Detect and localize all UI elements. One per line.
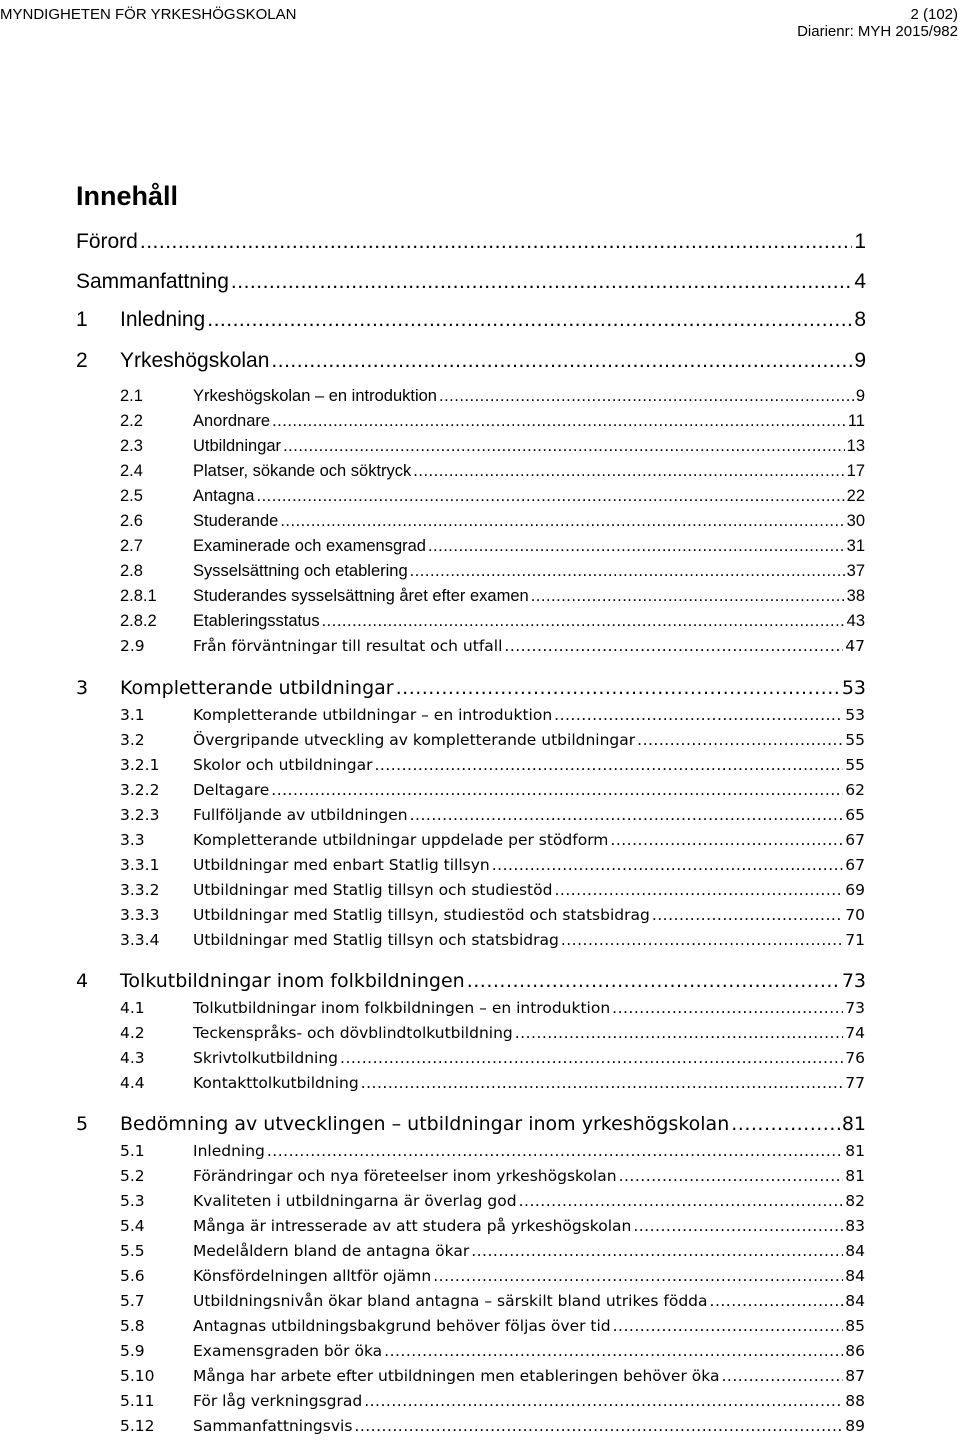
toc-leader-dots bbox=[340, 1049, 843, 1067]
toc-leader-dots bbox=[374, 756, 843, 774]
toc-entry[interactable] bbox=[0, 906, 960, 924]
toc-entry-number: 2.9 bbox=[120, 637, 145, 655]
toc-entry-page: 74 bbox=[845, 1024, 865, 1042]
toc-entry-title: Studerande bbox=[193, 512, 279, 530]
toc-entry-number: 2.3 bbox=[120, 437, 143, 455]
header-organization: MYNDIGHETEN FÖR YRKESHÖGSKOLAN bbox=[0, 6, 297, 23]
toc-entry-title: Examinerade och examensgrad bbox=[193, 537, 426, 555]
toc-entry-page: 67 bbox=[845, 831, 865, 849]
toc-entry-title: Många är intresserade av att studera på yrkeshögskolan bbox=[193, 1217, 632, 1235]
toc-entry-page: 37 bbox=[846, 562, 865, 580]
toc-entry-title: Kompletterande utbildningar bbox=[120, 677, 394, 699]
toc-entry-title: Teckenspråks- och dövblindtolkutbildning bbox=[193, 1024, 513, 1042]
toc-leader-dots bbox=[433, 1267, 843, 1285]
toc-entry-number: 3.3.3 bbox=[120, 906, 160, 924]
toc-entry-number: 3.3.4 bbox=[120, 931, 160, 949]
toc-entry-number: 2.4 bbox=[120, 462, 143, 480]
toc-entry-title: Utbildningar bbox=[193, 437, 282, 455]
toc-entry-title: Deltagare bbox=[193, 781, 270, 799]
toc-entry-title: Skrivtolkutbildning bbox=[193, 1049, 339, 1067]
toc-leader-dots bbox=[561, 931, 843, 949]
toc-leader-dots bbox=[267, 1142, 843, 1160]
toc-entry[interactable] bbox=[0, 806, 960, 824]
toc-entry-number: 3.2 bbox=[120, 731, 145, 749]
toc-leader-dots bbox=[613, 1317, 844, 1335]
toc-entry-page: 38 bbox=[846, 587, 865, 605]
toc-entry-page: 71 bbox=[845, 931, 865, 949]
toc-entry-title: Platser, sökande och söktryck bbox=[193, 462, 412, 480]
toc-entry-title: Könsfördelningen alltför ojämn bbox=[193, 1267, 432, 1285]
toc-entry-page: 62 bbox=[845, 781, 865, 799]
toc-entry[interactable] bbox=[0, 931, 960, 949]
toc-entry[interactable] bbox=[0, 970, 960, 992]
toc-entry-page: 13 bbox=[846, 437, 865, 455]
toc-entry[interactable] bbox=[0, 387, 960, 406]
toc-entry-title: Sammanfattning bbox=[76, 270, 229, 293]
toc-entry-page: 1 bbox=[854, 230, 866, 253]
toc-entry[interactable] bbox=[0, 1142, 960, 1160]
toc-entry-number: 2.8 bbox=[120, 562, 143, 580]
toc-entry-number: 2.7 bbox=[120, 537, 143, 555]
toc-entry[interactable] bbox=[0, 1024, 960, 1042]
toc-entry-page: 43 bbox=[846, 612, 865, 630]
toc-entry-title: Antagnas utbildningsbakgrund behöver följas över tid bbox=[193, 1317, 611, 1335]
toc-entry-page: 55 bbox=[845, 756, 865, 774]
toc-entry[interactable] bbox=[0, 308, 960, 332]
toc-leader-dots bbox=[396, 677, 840, 699]
toc-entry-number: 2.2 bbox=[120, 412, 143, 430]
toc-entry[interactable] bbox=[0, 756, 960, 774]
toc-entry-page: 70 bbox=[845, 906, 865, 924]
toc-leader-dots bbox=[428, 537, 845, 556]
toc-entry-page: 53 bbox=[841, 677, 866, 699]
toc-entry[interactable] bbox=[0, 1113, 960, 1135]
toc-entry[interactable] bbox=[0, 537, 960, 556]
toc-entry[interactable] bbox=[0, 1167, 960, 1185]
toc-leader-dots bbox=[531, 587, 845, 606]
toc-entry-title: Tolkutbildningar inom folkbildningen bbox=[120, 970, 465, 992]
toc-entry-page: 8 bbox=[854, 308, 866, 331]
toc-entry-number: 3.3.2 bbox=[120, 881, 160, 899]
toc-leader-dots bbox=[384, 1342, 843, 1360]
toc-leader-dots bbox=[612, 999, 843, 1017]
toc-entry[interactable] bbox=[0, 562, 960, 581]
toc-entry-title: Övergripande utveckling av kompletterande utbildningar bbox=[193, 731, 636, 749]
toc-entry-number: 4.1 bbox=[120, 999, 145, 1017]
toc-entry-title: Utbildningar med enbart Statlig tillsyn bbox=[193, 856, 490, 874]
toc-entry-number: 5 bbox=[76, 1113, 89, 1135]
toc-entry-number: 2.8.2 bbox=[120, 612, 157, 630]
toc-entry[interactable] bbox=[0, 731, 960, 749]
toc-entry[interactable] bbox=[0, 1242, 960, 1260]
toc-entry-title: Inledning bbox=[120, 308, 206, 331]
toc-entry[interactable] bbox=[0, 230, 960, 254]
toc-entry-number: 5.1 bbox=[120, 1142, 145, 1160]
toc-entry[interactable] bbox=[0, 1367, 960, 1385]
toc-title: Innehåll bbox=[76, 181, 179, 211]
toc-entry-title: Kontakttolkutbildning bbox=[193, 1074, 359, 1092]
toc-entry[interactable] bbox=[0, 1417, 960, 1435]
toc-leader-dots bbox=[280, 512, 844, 531]
toc-leader-dots bbox=[283, 437, 845, 456]
toc-entry-title: Yrkeshögskolan bbox=[120, 349, 270, 372]
toc-entry-number: 3.2.1 bbox=[120, 756, 160, 774]
toc-entry[interactable] bbox=[0, 412, 960, 431]
toc-entry-title: Sysselsättning och etablering bbox=[193, 562, 408, 580]
header-page-number: 2 (102) bbox=[910, 6, 958, 23]
toc-entry-page: 9 bbox=[854, 349, 866, 372]
toc-leader-dots bbox=[140, 230, 852, 254]
toc-leader-dots bbox=[271, 349, 852, 373]
toc-leader-dots bbox=[721, 1367, 843, 1385]
toc-leader-dots bbox=[619, 1167, 844, 1185]
toc-entry-title: Examensgraden bör öka bbox=[193, 1342, 383, 1360]
toc-entry[interactable] bbox=[0, 1049, 960, 1067]
toc-leader-dots bbox=[271, 781, 843, 799]
toc-entry-title: Medelåldern bland de antagna ökar bbox=[193, 1242, 470, 1260]
toc-entry-title: Kvaliteten i utbildningarna är överlag god bbox=[193, 1192, 517, 1210]
toc-entry-title: Utbildningar med Statlig tillsyn, studiestöd och statsbidrag bbox=[193, 906, 650, 924]
toc-entry-title: Utbildningar med Statlig tillsyn och studiestöd bbox=[193, 881, 553, 899]
toc-entry-number: 3.3 bbox=[120, 831, 145, 849]
toc-leader-dots bbox=[439, 387, 854, 406]
toc-entry[interactable] bbox=[0, 881, 960, 899]
toc-leader-dots bbox=[361, 1074, 844, 1092]
toc-entry-title: Etableringsstatus bbox=[193, 612, 320, 630]
toc-entry-number: 3.3.1 bbox=[120, 856, 160, 874]
toc-entry-number: 5.8 bbox=[120, 1317, 145, 1335]
toc-leader-dots bbox=[207, 308, 852, 332]
toc-entry-page: 84 bbox=[845, 1267, 865, 1285]
toc-entry-page: 77 bbox=[845, 1074, 865, 1092]
toc-entry-title: Tolkutbildningar inom folkbildningen – en introduktion bbox=[193, 999, 611, 1017]
toc-entry-title: Studerandes sysselsättning året efter examen bbox=[193, 587, 529, 605]
toc-entry-number: 5.5 bbox=[120, 1242, 145, 1260]
toc-leader-dots bbox=[554, 881, 843, 899]
toc-leader-dots bbox=[504, 637, 843, 655]
toc-entry[interactable] bbox=[0, 677, 960, 699]
toc-entry-page: 22 bbox=[846, 487, 865, 505]
toc-entry-page: 86 bbox=[845, 1342, 865, 1360]
toc-entry-page: 9 bbox=[855, 387, 865, 405]
toc-entry-number: 5.3 bbox=[120, 1192, 145, 1210]
toc-leader-dots bbox=[354, 1417, 843, 1435]
toc-entry[interactable] bbox=[0, 1342, 960, 1360]
toc-entry-number: 3 bbox=[76, 677, 89, 699]
toc-entry-title: Många har arbete efter utbildningen men etableringen behöver öka bbox=[193, 1367, 720, 1385]
toc-entry-page: 84 bbox=[845, 1242, 865, 1260]
toc-entry[interactable] bbox=[0, 831, 960, 849]
toc-entry-title: Förord bbox=[76, 230, 138, 253]
toc-entry-number: 5.12 bbox=[120, 1417, 155, 1435]
toc-entry-page: 81 bbox=[845, 1142, 865, 1160]
toc-leader-dots bbox=[410, 562, 845, 581]
toc-entry-page: 85 bbox=[845, 1317, 865, 1335]
toc-entry-page: 84 bbox=[845, 1292, 865, 1310]
toc-entry-title: Inledning bbox=[193, 1142, 265, 1160]
toc-entry-number: 3.2.3 bbox=[120, 806, 160, 824]
toc-entry[interactable] bbox=[0, 856, 960, 874]
toc-entry-page: 55 bbox=[845, 731, 865, 749]
toc-entry-page: 81 bbox=[845, 1167, 865, 1185]
toc-leader-dots bbox=[731, 1113, 840, 1135]
toc-leader-dots bbox=[256, 487, 844, 506]
toc-entry-page: 17 bbox=[846, 462, 865, 480]
toc-leader-dots bbox=[515, 1024, 844, 1042]
toc-entry[interactable] bbox=[0, 270, 960, 294]
toc-entry-number: 2.5 bbox=[120, 487, 143, 505]
toc-entry-page: 4 bbox=[854, 270, 866, 293]
toc-entry-page: 65 bbox=[845, 806, 865, 824]
toc-entry-number: 4 bbox=[76, 970, 89, 992]
toc-entry[interactable] bbox=[0, 706, 960, 724]
toc-entry-page: 82 bbox=[845, 1192, 865, 1210]
toc-entry-page: 87 bbox=[845, 1367, 865, 1385]
toc-entry[interactable] bbox=[0, 637, 960, 655]
toc-entry-page: 88 bbox=[845, 1392, 865, 1410]
toc-entry[interactable] bbox=[0, 612, 960, 631]
header-diarienr: Diarienr: MYH 2015/982 bbox=[797, 23, 958, 40]
toc-leader-dots bbox=[272, 412, 846, 431]
toc-entry[interactable] bbox=[0, 462, 960, 481]
toc-leader-dots bbox=[471, 1242, 843, 1260]
toc-entry-page: 11 bbox=[847, 412, 865, 430]
toc-entry-number: 2.6 bbox=[120, 512, 143, 530]
toc-entry-title: Antagna bbox=[193, 487, 255, 505]
toc-entry-page: 47 bbox=[845, 637, 865, 655]
toc-entry-number: 4.3 bbox=[120, 1049, 145, 1067]
toc-entry[interactable] bbox=[0, 1267, 960, 1285]
toc-entry-number: 5.4 bbox=[120, 1217, 145, 1235]
toc-entry-page: 76 bbox=[845, 1049, 865, 1067]
toc-entry-number: 3.1 bbox=[120, 706, 145, 724]
toc-entry-number: 4.2 bbox=[120, 1024, 145, 1042]
toc-entry-title: Yrkeshögskolan – en introduktion bbox=[193, 387, 437, 405]
toc-entry-page: 53 bbox=[845, 706, 865, 724]
toc-entry[interactable] bbox=[0, 1317, 960, 1335]
toc-entry[interactable] bbox=[0, 1192, 960, 1210]
toc-entry-number: 5.11 bbox=[120, 1392, 155, 1410]
toc-entry-page: 69 bbox=[845, 881, 865, 899]
toc-entry-number: 5.6 bbox=[120, 1267, 145, 1285]
toc-leader-dots bbox=[231, 270, 852, 294]
toc-entry-page: 73 bbox=[841, 970, 866, 992]
toc-entry-number: 1 bbox=[76, 308, 88, 331]
toc-entry-page: 30 bbox=[846, 512, 865, 530]
toc-leader-dots bbox=[322, 612, 845, 631]
toc-entry-title: Fullföljande av utbildningen bbox=[193, 806, 408, 824]
toc-entry-page: 31 bbox=[846, 537, 865, 555]
toc-entry-title: Kompletterande utbildningar uppdelade per stödform bbox=[193, 831, 609, 849]
toc-entry-number: 3.2.2 bbox=[120, 781, 160, 799]
toc-entry[interactable] bbox=[0, 999, 960, 1017]
toc-entry[interactable] bbox=[0, 487, 960, 506]
toc-entry[interactable] bbox=[0, 587, 960, 606]
toc-entry[interactable] bbox=[0, 781, 960, 799]
toc-entry[interactable] bbox=[0, 349, 960, 373]
toc-entry-number: 2.1 bbox=[120, 387, 143, 405]
toc-entry-number: 5.9 bbox=[120, 1342, 145, 1360]
toc-entry-title: Skolor och utbildningar bbox=[193, 756, 373, 774]
toc-entry[interactable] bbox=[0, 512, 960, 531]
toc-entry-title: Sammanfattningsvis bbox=[193, 1417, 353, 1435]
toc-entry[interactable] bbox=[0, 1292, 960, 1310]
toc-entry-number: 5.7 bbox=[120, 1292, 145, 1310]
toc-entry-title: Bedömning av utvecklingen – utbildningar inom yrkeshögskolan bbox=[120, 1113, 730, 1135]
toc-entry-number: 2.8.1 bbox=[120, 587, 157, 605]
toc-leader-dots bbox=[710, 1292, 844, 1310]
toc-leader-dots bbox=[492, 856, 844, 874]
toc-leader-dots bbox=[410, 806, 844, 824]
toc-leader-dots bbox=[610, 831, 843, 849]
toc-entry[interactable] bbox=[0, 1392, 960, 1410]
toc-leader-dots bbox=[652, 906, 843, 924]
toc-entry-page: 89 bbox=[845, 1417, 865, 1435]
toc-entry-page: 83 bbox=[845, 1217, 865, 1235]
toc-entry-title: Kompletterande utbildningar – en introduktion bbox=[193, 706, 553, 724]
toc-entry-number: 5.2 bbox=[120, 1167, 145, 1185]
toc-entry-number: 5.10 bbox=[120, 1367, 155, 1385]
toc-leader-dots bbox=[637, 731, 843, 749]
toc-entry-title: Anordnare bbox=[193, 412, 271, 430]
toc-entry-number: 4.4 bbox=[120, 1074, 145, 1092]
toc-leader-dots bbox=[413, 462, 844, 481]
toc-entry-page: 73 bbox=[845, 999, 865, 1017]
toc-entry-title: För låg verkningsgrad bbox=[193, 1392, 363, 1410]
toc-entry-title: Från förväntningar till resultat och utfall bbox=[193, 637, 503, 655]
toc-entry[interactable] bbox=[0, 437, 960, 456]
toc-entry[interactable] bbox=[0, 1217, 960, 1235]
toc-entry-title: Förändringar och nya företeelser inom yrkeshögskolan bbox=[193, 1167, 617, 1185]
toc-leader-dots bbox=[633, 1217, 843, 1235]
toc-leader-dots bbox=[364, 1392, 843, 1410]
toc-entry-title: Utbildningar med Statlig tillsyn och statsbidrag bbox=[193, 931, 559, 949]
toc-entry-title: Utbildningsnivån ökar bland antagna – särskilt bland utrikes födda bbox=[193, 1292, 708, 1310]
toc-entry[interactable] bbox=[0, 1074, 960, 1092]
toc-entry-number: 2 bbox=[76, 349, 88, 372]
toc-leader-dots bbox=[467, 970, 840, 992]
toc-leader-dots bbox=[519, 1192, 844, 1210]
toc-entry-page: 67 bbox=[845, 856, 865, 874]
toc-entry-page: 81 bbox=[841, 1113, 866, 1135]
toc-leader-dots bbox=[554, 706, 843, 724]
